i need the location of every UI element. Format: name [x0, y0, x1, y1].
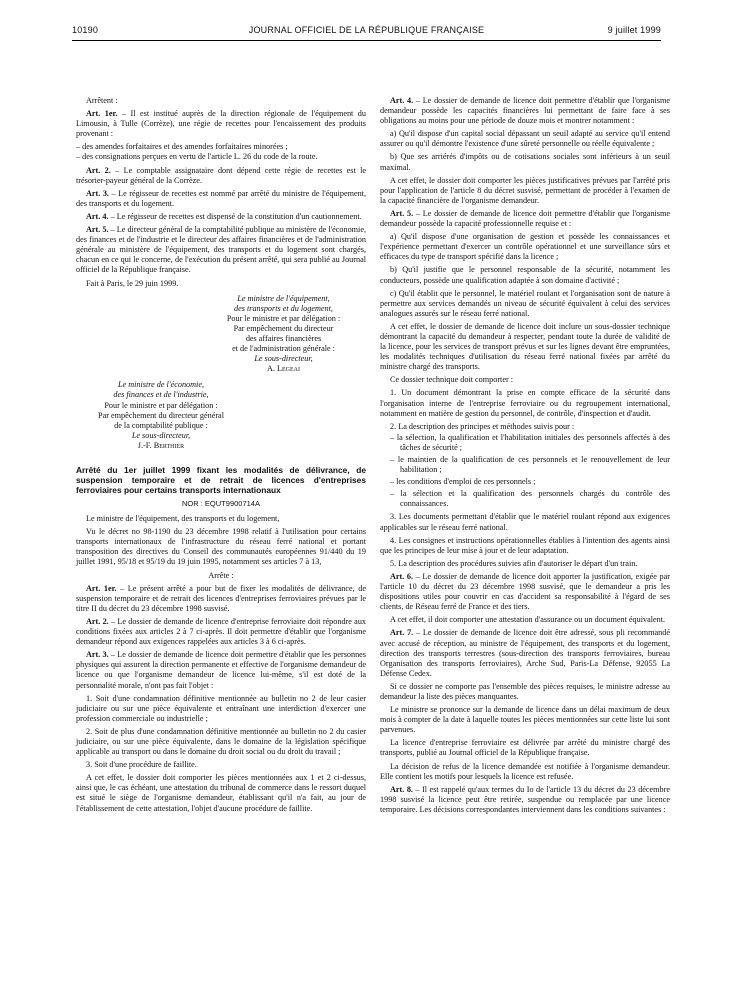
article-label: Art. 4. [390, 96, 414, 105]
right-column [380, 96, 670, 818]
decree-article-6 [380, 572, 670, 612]
article-text: – Il est institué auprès de la direction régionale de l'équipement du Limousin, à Tulle (Corrèze), une régie de recettes pour l'encaissement des produits provenant : [76, 109, 366, 139]
delegation-line: de la comptabilité publique : [114, 420, 208, 430]
decree-article-3 [76, 650, 366, 690]
article-text: – Le directeur général de la comptabilité publique au ministère de l'économie, des finances et de l'industrie et le directeur des affaires financières et de l'administration générale au ministère de l'équipement, des transports et du logement sont chargés, chacun en ce qui le concerne, de l'exécution du présent arrêté, qui sera publié au Journal officiel de la République française. [76, 225, 366, 275]
issue-date: 9 juillet 1999 [607, 25, 661, 35]
article-label: Art. 8. [390, 784, 413, 794]
lettered-item: a) Qu'il dispose d'une organisation de gestion et possède les connaissances et l'expérience permettant d'exercer un contrôle opérationnel et une surveillance sûrs et efficaces du type de transport spécifié dans la licence ; [380, 232, 670, 262]
signatory-role: Le sous-directeur, [131, 430, 191, 440]
arrete-label: Arrêtent : [86, 96, 118, 105]
signatory-role: Le sous-directeur, [254, 354, 313, 364]
article-text: – Le dossier de demande de licence doit être adressé, sous pli recommandé avec accusé de réception, au ministre de l'équipement, des transports et du logement, direction des transports terrestres (sous-direction des transports ferroviaires, bureau Organisation des transports ferroviaires), Arche Sud, Paris-La Défense, 92055 La Défense Cedex. [380, 628, 670, 678]
article-label: Art. 5. [390, 208, 414, 218]
article-text: – Le dossier de demande de licence doit permettre d'établir que les personnes physiques qui assurent la direction permanente et effective de l'organisme demandeur de licence ou que l'organisme demandeur de licence lui-même, s'il est doté de la personnalité morale, n'ont pas fait l'objet : [76, 650, 366, 690]
paragraph: A cet effet, le dossier doit comporter les pièces mentionnées aux 1 et 2 ci-dessus, ainsi que, le cas échéant, une attestation du tribunal de commerce dans le ressort duquel est situé le siège de l'organisme demandeur, établissant qu'il n'a fait, au jour de l'établissement de cette attestation, l'objet d'aucune procédure de faillite. [76, 773, 366, 813]
article-label: Art. 7. [390, 628, 414, 638]
delegation-line: des affaires financières [245, 333, 322, 343]
dash-item: – la sélection et la qualification des personnels chargés du contrôle des connaissances. [390, 489, 670, 509]
page-header [72, 25, 661, 39]
lettered-item: b) Que ses arriérés d'impôts ou de cotisations sociales sont inférieurs à un seuil maximal. [380, 152, 670, 172]
numbered-item: 1. Un document démontrant la prise en compte efficace de la sécurité dans l'organisation interne de l'entreprise ferroviaire ou du regroupement international, notamment en matière de gestion du personnel, de contrôle, d'inspection et d'audit. [380, 388, 670, 418]
decree-article-7 [380, 628, 670, 678]
journal-title: JOURNAL OFFICIEL DE LA RÉPUBLIQUE FRANÇAISE [248, 25, 485, 35]
decree-article-4 [380, 96, 670, 126]
article-text: – Il est rappelé qu'aux termes du Io de l'article 13 du décret du 23 décembre 1998 susvisé la licence peut être retirée, suspendue ou remplacée par une licence temporaire. Les décisions correspondantes interviennent dans les conditions suivantes : [380, 784, 671, 814]
article-text: – Le régisseur de recettes est nommé par arrêté du ministre de l'équipement, des transports et du logement. [76, 188, 366, 208]
signing-place-date: Fait à Paris, le 29 juin 1999. [86, 278, 179, 288]
delegation-line: et de l'administration générale : [232, 344, 335, 354]
delegation-line: Pour le ministre et par délégation : [226, 313, 341, 323]
numbered-item: 3. Les documents permettant d'établir que le matériel roulant répond aux exigences applicables sur le réseau ferré national. [380, 512, 670, 532]
article-label: Art. 5. [86, 225, 109, 235]
article-label: Art. 1er. [86, 109, 118, 119]
paragraph: Si ce dossier ne comporte pas l'ensemble des pièces requises, le ministre adresse au demandeur la liste des pièces manquantes. [380, 681, 670, 701]
paragraph: A cet effet, il doit comporter une attestation d'assurance ou un document équivalent. [390, 615, 666, 625]
numbered-item: 1. Soit d'une condamnation définitive mentionnée au bulletin no 2 de leur casier judiciaire ou sur une pièce équivalente et entraînant une interdiction d'exercer une profession commerciale ou industrielle ; [76, 693, 366, 723]
decree-article-2 [76, 617, 366, 647]
dash-item: – des amendes forfaitaires et des amendes forfaitaires minorées ; [76, 142, 288, 152]
article-text: – Le dossier de demande de licence doit permettre d'établir que l'organisme demandeur possède la capacité professionnelle requise et : [380, 208, 670, 229]
lettered-item: b) Qu'il justifie que le personnel responsable de la sécurité, notamment les conducteurs, possède une qualification adaptée à son domaine d'activité ; [380, 265, 670, 285]
header-rule [72, 40, 661, 41]
delegation-line: Par empêchement du directeur [233, 323, 334, 333]
lettered-item: a) Qu'il dispose d'un capital social dépassant un seuil adapté au service qu'il entend assurer ou qu'il démontre l'existence d'une sûreté personnelle ou réelle équivalente ; [380, 129, 670, 149]
article-label: Art. 6. [390, 571, 414, 581]
article-label: Art. 4. [86, 211, 109, 221]
decree-article-8 [380, 785, 670, 815]
article-3 [76, 189, 366, 209]
decree-title: Arrêté du 1er juillet 1999 fixant les modalités de délivrance, de suspension temporaire et de retrait de licences d'entreprises ferroviaires pour certains transports internationaux [76, 465, 366, 495]
article-2 [76, 166, 366, 186]
signatory-title: des transports et du logement, [234, 303, 333, 313]
numbered-item: 3. Soit d'une procédure de faillite. [86, 760, 197, 770]
paragraph: La décision de refus de la licence demandée est notifiée à l'organisme demandeur. Elle contient les motifs pour lesquels la licence est refusée. [380, 761, 670, 781]
article-text: – Le comptable assignataire dont dépend cette régie de recettes est le trésorier-payeur général de la Corrèze. [76, 165, 366, 185]
numbered-item: 2. La description des principes et méthodes suivis pour : [390, 421, 575, 431]
article-label: Art. 2. [86, 165, 111, 175]
article-1 [76, 109, 366, 139]
paragraph: Le ministre se prononce sur la demande de licence dans un délai maximum de deux mois à compter de la date à laquelle toutes les pièces mentionnées sur cette liste lui sont parvenues. [380, 705, 670, 735]
paragraph: La licence d'entreprise ferroviaire est délivrée par arrêté du ministre chargé des transports, publié au Journal officiel de la République française. [380, 738, 670, 758]
left-column [76, 96, 366, 817]
article-text: – Le régisseur de recettes est dispensé de la constitution d'un cautionnement. [110, 211, 362, 221]
signatory-title: des finances et de l'industrie, [113, 390, 209, 400]
vu-clause: Vu le décret no 98-1190 du 23 décembre 1998 relatif à l'utilisation pour certains transports internationaux de l'infrastructure du réseau ferré national et portant transposition des directives du Conseil des communautés européennes 91/440 du 19 juillet 1991, 95/18 et 95/19 du 19 juin 1995, notamment ses articles 7 à 13, [76, 527, 366, 567]
signatory-name: J.-F. Berthier [137, 440, 185, 450]
article-label: Art. 3. [86, 650, 109, 660]
article-text: – Le présent arrêté a pour but de fixer les modalités de délivrance, de suspension temporaire et de retrait des licences d'entreprises ferroviaires prévues par le titre II du décret du 23 décembre 1998 susvisé. [76, 583, 366, 613]
signatory-title: Le ministre de l'économie, [117, 380, 205, 390]
paragraph: Ce dossier technique doit comporter : [390, 375, 514, 385]
signature-block-1 [76, 294, 366, 375]
paragraph: A cet effet, le dossier doit comporter les pièces justificatives prévues par l'arrêté pris pour l'application de l'article 8 du décret susvisé, permettant de procéder à l'examen de la capacité financière de l'organisme demandeur. [380, 175, 670, 205]
article-label: Art. 3. [86, 188, 109, 198]
signatory-title: Le ministre de l'équipement, [237, 293, 330, 303]
page-number: 10190 [72, 25, 99, 35]
numbered-item: 4. Les consignes et instructions opérationnelles établies à l'intention des agents ainsi que les principes de leur mise à jour et de leur adaptation. [380, 535, 670, 555]
arrete-label-2: Arrête : [208, 570, 234, 580]
decree-article-5 [380, 209, 670, 229]
numbered-item: 5. La description des procédures suivies afin d'autoriser le départ d'un train. [390, 558, 638, 568]
article-text: – Le dossier de demande de licence d'entreprise ferroviaire doit répondre aux conditions fixées aux articles 2 à 7 ci-après. Il doit permettre d'établir que l'organisme demandeur répond aux exigences rappelées aux articles 3 à 6 ci-après. [76, 616, 367, 647]
delegation-line: Par empêchement du directeur général [98, 410, 224, 420]
article-5 [76, 225, 366, 275]
article-text: – Le dossier de demande de licence doit permettre d'établir que l'organisme demandeur possède les capacités financières lui permettant de faire face à ses obligations au moins pour une période de douze mois et montrer notamment : [380, 96, 670, 126]
dash-item: – des consignations perçues en vertu de l'article L. 26 du code de la route. [76, 152, 318, 162]
dash-item: – les conditions d'emploi de ces personnels ; [390, 477, 536, 487]
article-text: – Le dossier de demande de licence doit apporter la justification, exigée par l'article 10 du décret du 23 décembre 1998 susvisé, que le demandeur a pris les dispositions utiles pour couvrir en cas d'accident sa responsabilité à l'égard de ses clients, de Réseau ferré de France et des tiers. [380, 571, 670, 612]
lettered-item: c) Qu'il établit que le personnel, le matériel roulant et l'organisation sont de nature à permettre aux services demandés un niveau de sécurité équivalent à celui des services analogues assurés sur le réseau ferré national. [380, 288, 670, 318]
delegation-line: Pour le ministre et par délégation : [104, 400, 218, 410]
nor-reference: NOR : EQUT9900714A [182, 499, 260, 508]
paragraph: A cet effet, le dossier de demande de licence doit inclure un sous-dossier technique démontrant la capacité du demandeur à respecter, pendant toute la durée de validité de la licence, pour les services de transport prévus et sur les lignes devant être empruntées, les modalités techniques d'utilisation du réseau ferré national fixées par arrêté du ministre chargé des transports. [380, 321, 670, 372]
signatory-name: A. Legeai [266, 364, 300, 374]
minister-line: Le ministre de l'équipement, des transports et du logement, [86, 514, 280, 524]
numbered-item: 2. Soit de plus d'une condamnation définitive mentionnée au bulletin no 2 du casier judiciaire, ou sur une pièce équivalente, dans le domaine de la législation spécifique applicable au transport ou dans le domaine du droit social ou du droit du travail ; [76, 726, 366, 757]
dash-item: – le maintien de la qualification de ces personnels et le renouvellement de leur habilitation ; [390, 455, 670, 475]
article-label: Art. 1er. [86, 583, 117, 593]
article-label: Art. 2. [86, 616, 109, 626]
signature-block-2 [76, 380, 246, 451]
dash-item: – la sélection, la qualification et l'habilitation initiales des personnels affectés à des tâches de sécurité ; [390, 432, 670, 452]
article-4 [76, 212, 366, 222]
decree-article-1 [76, 584, 366, 614]
